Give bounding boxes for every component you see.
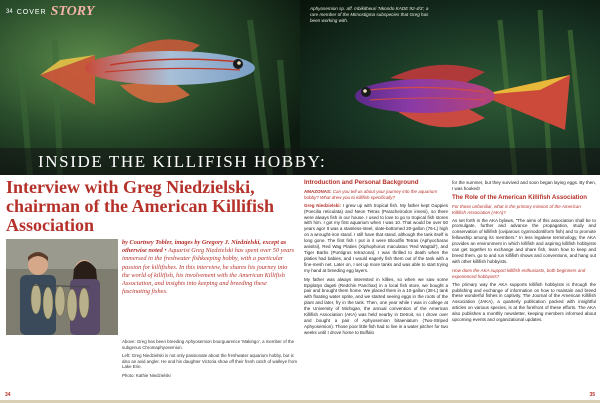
photo-caption: Aphyosemion sp. aff. mbikitheuri 'Nkondo KADE 92-4/3', a rare member of the Mimostigma subspecies that Greg has been working with. [310, 6, 429, 24]
cover-label: COVER [16, 8, 47, 16]
article-column-1 [304, 180, 448, 339]
interview-question [304, 189, 448, 201]
answer-paragraph-2: My father was always interested in killies, so when we saw some Epiplatys dageti (Redchin Panchax) in a local fish store, we bought a pair and brought them home. We placed them in a 10-gallon (38-L) tank with floating water sprite, and we started seeing eggs in the roots of the plant and later, fry in the tank. Then, one year while I was in college at the University of Michigan, the annual convention of the American Killifish Association (AKA) was held nearby in Detroit, so I drove over and bought a pair of Aphyosemion bitaeniatum (Two-Striped Aphyosemion). Those poor little fish had to live in a water pitcher for two weeks until I drove home to Buffalo [304, 276, 448, 335]
article-intro [122, 239, 296, 296]
section-title-intro: Introduction and Personal Background [304, 179, 419, 186]
answer-text: I grew up with tropical fish. My father kept Guppies (Poecilia reticulata) and Neon Tetras (Paracheirodon innesi), so there were always fish in our house. I used to love to go to tropical fish stores with him. I got my first aquarium when I was 10. That would be over 50 years ago! It was a stainless-steel, slate-bottomed 20-gallon (76-L) high on a wrought-iron stand. I still have that stand, although the tank itself is long gone. The first fish I put in it were Bloodfin Tetras (Aphyocharax anisitsi), Red Wag Platies (Xiphophorus maculatus 'Red Wagtail'), and Tiger Barbs (Puntigrus tetrazona). I was thrilled to death when the platies had babies, and I would eagerly fish them out of the tank with a fine-mesh net. Later on, I set up more tanks and was able to start trying my hand at breeding egg layers. [304, 202, 449, 273]
answer-lead: Greg Niedzielski: [304, 202, 342, 208]
page-number-right: 35 [589, 392, 595, 398]
question-support: How does the AKA support killifish enthusiasts, both beginners and experienced hobbyists? [452, 267, 586, 279]
series-title: INSIDE THE KILLIFISH HOBBY: [38, 151, 327, 171]
photo-credit: Photo: Kathie Niedzielski [122, 372, 171, 378]
photo-band [0, 0, 600, 175]
angler-illustration [6, 239, 118, 335]
section-header [6, 4, 94, 20]
story-label: STORY [50, 4, 95, 19]
series-title-band [0, 148, 600, 175]
answer-continuation: for the summer, but they survived and soon began laying eggs. By then, I was hooked! [452, 180, 596, 191]
caption-left: Left: Greg Niedzielski is not only passionate about the freshwater aquarium hobby, but is also an avid angler. He and his daughter Victoria show off their fresh catch of walleye from Lake Erie. [122, 353, 298, 370]
article-headline: Interview with Greg Niedzielski, chairman of the American Killifish Association [6, 177, 274, 235]
page-number-left: 34 [5, 392, 11, 398]
question-label: AMAZONAS: [304, 188, 332, 194]
question-mission: For those unfamiliar, what is the primary mission of the American Killifish Association (AKA)? [452, 203, 581, 215]
angler-photo [6, 239, 118, 335]
article-dek: • Aquarist Greg Niedzielski has spent over 50 years immersed in the freshwater fishkeeping hobby, with a particular passion for killifishes. In this interview, he shares his journey into the world of killifish, his involvement with the American Killifish Association, and insights into keeping and breeding these fascinating fishes. [122, 247, 295, 296]
header-page-number: 34 [6, 9, 13, 15]
caption-above: Above: Greg has been breeding Aphyosemion bourguarence 'Makingo', a member of the subgenus Chromaphyosemion. [122, 339, 295, 350]
answer-support: The primary way the AKA supports killifish hobbyists is through the publishing and exchange of information on how to maintain and breed these wonderful fishes in captivity. The Journal of the American Killifish Association (JAKA), a quarterly publication packed with insightful articles on various species, is at the forefront of these efforts. The AKA also publishes a monthly newsletter, keeping members informed about upcoming events and organizational updates. [452, 281, 596, 323]
question-text: Can you tell us about your journey into the aquarium hobby? What drew you to killifish specifically? [304, 188, 438, 200]
article-column-2 [452, 180, 596, 326]
section-title-aka: The Role of the American Killifish Association [452, 193, 588, 201]
photo-captions [122, 339, 298, 382]
article-byline: by Courtney Tobler, images by Gregory J. Niedzielski, except as otherwise noted [122, 239, 287, 255]
interview-answer [304, 203, 448, 274]
answer-mission: As set forth in the AKA bylaws, "The aims of this association shall be to promulgate, further and advance the propagation, study and conservation of killifish (oviparous cyprinodontiform fish) and to promote fellowship among its members." In less legalese terminology, the AKA provides an environment in which killifish and aspiring killifish hobbyists can get together to exchange and share fish, learn how to keep and breed them, go to and run killifish shows and conventions, and hang out with other killifish hobbyists. [452, 217, 596, 264]
